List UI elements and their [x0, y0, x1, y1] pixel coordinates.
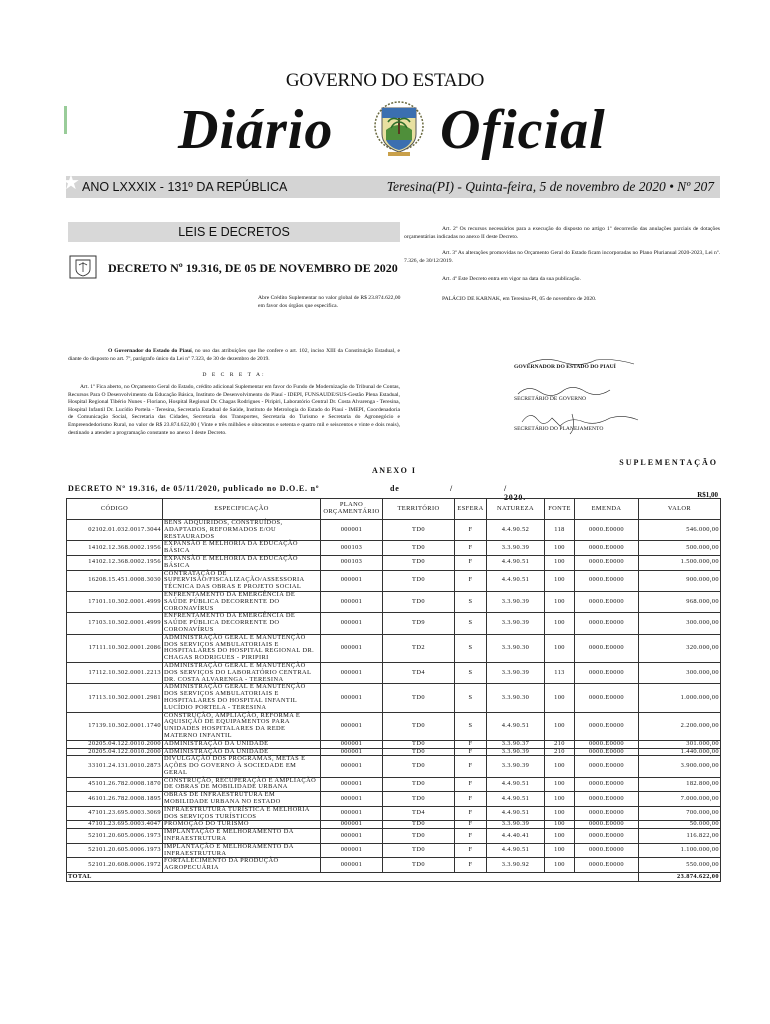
- cell-plan: 000001: [321, 712, 383, 740]
- cell-nature: 3.3.90.30: [487, 634, 545, 662]
- cell-amendment: 0000.E0000: [575, 520, 639, 541]
- cell-source: 100: [545, 843, 575, 858]
- cell-sphere: S: [455, 634, 487, 662]
- cell-specification: ADMINISTRAÇÃO DA UNIDADE: [163, 748, 321, 756]
- cell-sphere: S: [455, 591, 487, 612]
- cell-territory: TD0: [383, 740, 455, 748]
- cell-plan: 000001: [321, 591, 383, 612]
- cell-sphere: F: [455, 806, 487, 821]
- table-row: [67, 777, 721, 792]
- cell-value: 116.822,00: [639, 829, 721, 844]
- cell-specification: ENFRENTAMENTO DA EMERGÊNCIA DE SAÚDE PÚBLICA DECORRENTE DO CORONAVÍRUS: [163, 591, 321, 612]
- annex-line-d: / 2020.: [504, 484, 526, 502]
- col-header: FONTE: [545, 499, 575, 520]
- table-row: [67, 740, 721, 748]
- cell-amendment: 0000.E0000: [575, 541, 639, 556]
- cell-plan: 000001: [321, 821, 383, 829]
- cell-specification: FORTALECIMENTO DA PRODUÇÃO AGROPECUÁRIA: [163, 858, 321, 873]
- cell-code: 52101.20.605.0006.1973: [67, 829, 163, 844]
- cell-plan: 000001: [321, 634, 383, 662]
- table-total-row: [67, 873, 721, 882]
- col-header: PLANO ORÇAMENTÁRIO: [321, 499, 383, 520]
- cell-sphere: F: [455, 756, 487, 777]
- cell-territory: TD0: [383, 520, 455, 541]
- cell-territory: TD0: [383, 858, 455, 873]
- cell-amendment: 0000.E0000: [575, 740, 639, 748]
- cell-source: 100: [545, 634, 575, 662]
- cell-specification: PROMOÇÃO DO TURISMO: [163, 821, 321, 829]
- cell-sphere: S: [455, 684, 487, 712]
- cell-specification: EXPANSÃO E MELHORIA DA EDUCAÇÃO BÁSICA: [163, 541, 321, 556]
- cell-sphere: F: [455, 777, 487, 792]
- cell-code: 17111.10.302.0001.2086: [67, 634, 163, 662]
- cell-nature: 3.3.90.39: [487, 613, 545, 634]
- cell-nature: 4.4.90.51: [487, 555, 545, 570]
- table-row: [67, 555, 721, 570]
- cell-nature: 4.4.40.41: [487, 829, 545, 844]
- cell-nature: 3.3.90.39: [487, 591, 545, 612]
- cell-code: 17101.10.302.0001.4999: [67, 591, 163, 612]
- cell-value: 968.000,00: [639, 591, 721, 612]
- cell-source: 210: [545, 740, 575, 748]
- table-row: [67, 613, 721, 634]
- cell-code: 17112.10.302.0001.2213: [67, 662, 163, 683]
- masthead-title-right: Oficial: [440, 99, 606, 161]
- cell-amendment: 0000.E0000: [575, 829, 639, 844]
- cell-code: 14102.12.368.0002.1956: [67, 541, 163, 556]
- decree-heading: DECRETO Nº 19.316, DE 05 DE NOVEMBRO DE 2020: [108, 261, 398, 275]
- cell-nature: 4.4.90.51: [487, 570, 545, 591]
- cell-plan: 000001: [321, 684, 383, 712]
- cell-amendment: 0000.E0000: [575, 591, 639, 612]
- cell-value: 3.900.000,00: [639, 756, 721, 777]
- cell-amendment: 0000.E0000: [575, 570, 639, 591]
- cell-code: 46101.26.782.0008.1895: [67, 792, 163, 807]
- cell-source: 100: [545, 555, 575, 570]
- cell-value: 1.000.000,00: [639, 684, 721, 712]
- cell-sphere: F: [455, 748, 487, 756]
- annex-type: SUPLEMENTAÇÃO: [619, 458, 718, 467]
- cell-plan: 000001: [321, 748, 383, 756]
- cell-plan: 000001: [321, 843, 383, 858]
- cell-amendment: 0000.E0000: [575, 555, 639, 570]
- cell-code: 52101.20.605.0006.1973: [67, 843, 163, 858]
- table-row: [67, 570, 721, 591]
- cell-nature: 4.4.90.51: [487, 792, 545, 807]
- cell-territory: TD2: [383, 634, 455, 662]
- col-header: ESFERA: [455, 499, 487, 520]
- cell-amendment: 0000.E0000: [575, 684, 639, 712]
- cell-code: 20205.04.122.0010.2000: [67, 748, 163, 756]
- cell-code: 17103.10.302.0001.4999: [67, 613, 163, 634]
- cell-source: 100: [545, 541, 575, 556]
- cell-specification: ADMINISTRAÇÃO GERAL E MANUTENÇÃO DOS SERVIÇOS AMBULATORIAIS E HOSPITALARES DO HOSPITAL REGIONAL DR. CHAGAS RODRIGUES - PIRIPIRI: [163, 634, 321, 662]
- annex-unit: R$1,00: [697, 491, 718, 499]
- cell-territory: TD0: [383, 792, 455, 807]
- annex-title: ANEXO I: [372, 466, 417, 475]
- cell-value: 320.000,00: [639, 634, 721, 662]
- decree-art1: Art. 1º Fica aberto, no Orçamento Geral do Estado, crédito adicional Suplementar em favor do Fundo de Modernização do Tribunal de Contas, Recursos Para O Desenvolvimento da Educação Básica, Instituto de Desenvolvimento do Piauí - IDEPI, FUNSAUDE/SUS-Gestão Plena Estadual, Hospital Regional Tibério Nunes - Floriano, Hospital Regional Dr. Chagas Rodrigues - Piripiri, Laboratório Central Dr. Costa Alvarenga - Teresina, Hospital Infantil Dr. Lucídio Portela - Teresina, Secretaria Estadual de Saúde, Instituto de Metrologia do Estado do Piauí - IMEPI, Coordenadoria de Comunicação Social, Secretaria das Cidades, Secretaria dos Transportes, Secretaria do Turismo e Secretaria do Agronegócio e Empreendedorismo Rural, no valor de R$ 23.874.622,00 ( Vinte e três milhões e oitocentos e setenta e quatro mil e seiscentos e vinte e dois reais), destinado a atender a programação constante no anexo I deste Decreto.: [68, 384, 400, 436]
- cell-source: 210: [545, 748, 575, 756]
- cell-nature: 3.3.90.39: [487, 662, 545, 683]
- cell-territory: TD0: [383, 684, 455, 712]
- cell-specification: ENFRENTAMENTO DA EMERGÊNCIA DE SAÚDE PÚBLICA DECORRENTE DO CORONAVÍRUS: [163, 613, 321, 634]
- cell-nature: 3.3.90.37: [487, 740, 545, 748]
- cell-nature: 4.4.90.52: [487, 520, 545, 541]
- cell-territory: TD0: [383, 756, 455, 777]
- cell-value: 7.000.000,00: [639, 792, 721, 807]
- annex-line-b: de: [390, 484, 400, 493]
- total-label: TOTAL: [67, 873, 639, 882]
- cell-specification: ADMINISTRAÇÃO GERAL E MANUTENÇÃO DOS SERVIÇOS DO LABORATÓRIO CENTRAL DR. COSTA ALVARENGA - TERESINA: [163, 662, 321, 683]
- cell-plan: 000103: [321, 541, 383, 556]
- cell-value: 2.200.000,00: [639, 712, 721, 740]
- cell-nature: 4.4.90.51: [487, 777, 545, 792]
- cell-nature: 4.4.90.51: [487, 712, 545, 740]
- decree-art4: Art. 4º Este Decreto entra em vigor na data da sua publicação.: [442, 276, 581, 282]
- cell-territory: TD0: [383, 829, 455, 844]
- signature-governor: GOVERNADOR DO ESTADO DO PIAUÍ: [514, 364, 616, 370]
- cell-nature: 4.4.90.51: [487, 843, 545, 858]
- cell-territory: TD4: [383, 806, 455, 821]
- cell-territory: TD0: [383, 555, 455, 570]
- decree-ementa: Abre Crédito Suplementar no valor global de R$ 23.874.622,00 em favor dos órgãos que especifica.: [258, 295, 401, 309]
- cell-source: 100: [545, 613, 575, 634]
- decree-art2: Art. 2º Os recursos necessários para a execução do disposto no artigo 1º decorrerão das anulações parciais de dotações orçamentárias indicadas no anexo II deste Decreto.: [404, 226, 720, 240]
- cell-plan: 000001: [321, 792, 383, 807]
- cell-value: 300.000,00: [639, 662, 721, 683]
- cell-specification: IMPLANTAÇÃO E MELHORAMENTO DA INFRAESTRUTURA: [163, 829, 321, 844]
- cell-amendment: 0000.E0000: [575, 756, 639, 777]
- cell-source: 100: [545, 777, 575, 792]
- cell-nature: 3.3.90.92: [487, 858, 545, 873]
- cell-amendment: 0000.E0000: [575, 792, 639, 807]
- col-header: VALOR: [639, 499, 721, 520]
- cell-nature: 3.3.90.39: [487, 756, 545, 777]
- cell-plan: 000001: [321, 570, 383, 591]
- cell-source: 100: [545, 829, 575, 844]
- cell-code: 16208.15.451.0008.3030: [67, 570, 163, 591]
- decree-decreta: D E C R E T A:: [202, 372, 266, 378]
- cell-plan: 000001: [321, 858, 383, 873]
- cell-sphere: F: [455, 858, 487, 873]
- table-row: [67, 520, 721, 541]
- cell-amendment: 0000.E0000: [575, 821, 639, 829]
- table-row: [67, 806, 721, 821]
- cell-source: 113: [545, 662, 575, 683]
- cell-code: 47101.23.695.0003.4047: [67, 821, 163, 829]
- cell-sphere: F: [455, 843, 487, 858]
- cell-source: 100: [545, 684, 575, 712]
- cell-specification: CONTRATAÇÃO DE SUPERVISÃO/FISCALIZAÇÃO/ASSESSORIA TÉCNICA DAS OBRAS E PROJETO SOCIAL: [163, 570, 321, 591]
- cell-amendment: 0000.E0000: [575, 806, 639, 821]
- cell-specification: BENS ADQUIRIDOS, CONSTRUÍDOS, ADAPTADOS, REFORMADOS E/OU RESTAURADOS: [163, 520, 321, 541]
- cell-value: 900.000,00: [639, 570, 721, 591]
- cell-value: 1.500.000,00: [639, 555, 721, 570]
- cell-value: 500.000,00: [639, 541, 721, 556]
- cell-value: 300.000,00: [639, 613, 721, 634]
- supplementation-table: [66, 498, 721, 882]
- cell-source: 100: [545, 570, 575, 591]
- cell-value: 50.000,00: [639, 821, 721, 829]
- cell-plan: 000001: [321, 662, 383, 683]
- signature-secretary-government: SECRETÁRIO DE GOVERNO: [514, 396, 587, 402]
- decree-preamble: [68, 348, 400, 363]
- cell-plan: 000001: [321, 756, 383, 777]
- annex-line-a: DECRETO Nº 19.316, de 05/11/2020, publicado no D.O.E. nº: [68, 484, 320, 493]
- cell-territory: TD4: [383, 662, 455, 683]
- section-heading: LEIS E DECRETOS: [68, 222, 400, 242]
- cell-territory: TD0: [383, 541, 455, 556]
- cell-source: 100: [545, 858, 575, 873]
- col-header: TERRITÓRIO: [383, 499, 455, 520]
- cell-sphere: F: [455, 740, 487, 748]
- col-header: CÓDIGO: [67, 499, 163, 520]
- cell-sphere: F: [455, 829, 487, 844]
- cell-code: 45101.26.782.0008.1870: [67, 777, 163, 792]
- cell-sphere: F: [455, 570, 487, 591]
- signature-secretary-planning: SECRETÁRIO DO PLANEJAMENTO: [514, 426, 604, 432]
- cell-value: 546.000,00: [639, 520, 721, 541]
- cell-sphere: F: [455, 792, 487, 807]
- cell-specification: EXPANSÃO E MELHORIA DA EDUCAÇÃO BÁSICA: [163, 555, 321, 570]
- cell-source: 100: [545, 792, 575, 807]
- cell-territory: TD9: [383, 613, 455, 634]
- cell-territory: TD0: [383, 777, 455, 792]
- table-row: [67, 541, 721, 556]
- cell-specification: IMPLANTAÇÃO E MELHORAMENTO DA INFRAESTRUTURA: [163, 843, 321, 858]
- cell-source: 118: [545, 520, 575, 541]
- table-row: [67, 591, 721, 612]
- cell-code: 33101.24.131.0010.2873: [67, 756, 163, 777]
- cell-amendment: 0000.E0000: [575, 748, 639, 756]
- cell-sphere: F: [455, 821, 487, 829]
- cell-plan: 000103: [321, 555, 383, 570]
- cell-sphere: S: [455, 662, 487, 683]
- cell-code: 14102.12.368.0002.1956: [67, 555, 163, 570]
- cell-nature: 3.3.90.39: [487, 821, 545, 829]
- cell-nature: 3.3.90.39: [487, 541, 545, 556]
- cell-specification: INFRAESTRUTURA TURÍSTICA E MELHORIA DOS SERVIÇOS TURÍSTICOS: [163, 806, 321, 821]
- decree-palace: PALÁCIO DE KARNAK, em Teresina-PI, 05 de novembro de 2020.: [442, 296, 597, 302]
- cell-code: 17113.10.302.0001.2981: [67, 684, 163, 712]
- cell-value: 1.440.000,00: [639, 748, 721, 756]
- state-crest-icon: [372, 100, 426, 158]
- cell-source: 100: [545, 591, 575, 612]
- table-row: [67, 634, 721, 662]
- masthead-accent-bar: [64, 106, 67, 134]
- cell-code: 02102.01.032.0017.3044: [67, 520, 163, 541]
- cell-nature: 3.3.90.30: [487, 684, 545, 712]
- cell-sphere: F: [455, 555, 487, 570]
- preamble-text: , no uso das atribuições que lhe confere o art. 102, inciso XIII da Constituição Estadual, e diante do disposto no art. 7º, parágrafo único da Lei nº 7.323, de 30 de dezembro de 2019.: [68, 348, 400, 362]
- cell-territory: TD0: [383, 591, 455, 612]
- table-row: [67, 829, 721, 844]
- cell-value: 550.000,00: [639, 858, 721, 873]
- cell-amendment: 0000.E0000: [575, 662, 639, 683]
- cell-code: 17139.10.302.0001.1740: [67, 712, 163, 740]
- edition-label: ANO LXXXIX - 131º DA REPÚBLICA: [82, 180, 288, 194]
- cell-plan: 000001: [321, 740, 383, 748]
- cell-amendment: 0000.E0000: [575, 777, 639, 792]
- cell-amendment: 0000.E0000: [575, 634, 639, 662]
- cell-code: 52101.20.608.0006.1972: [67, 858, 163, 873]
- preamble-bold: O Governador do Estado do Piauí: [108, 348, 192, 354]
- cell-sphere: S: [455, 613, 487, 634]
- cell-source: 100: [545, 756, 575, 777]
- cell-plan: 000001: [321, 613, 383, 634]
- table-row: [67, 662, 721, 683]
- cell-plan: 000001: [321, 829, 383, 844]
- table-row: [67, 858, 721, 873]
- cell-amendment: 0000.E0000: [575, 712, 639, 740]
- cell-plan: 000001: [321, 520, 383, 541]
- table-row: [67, 792, 721, 807]
- cell-sphere: S: [455, 712, 487, 740]
- cell-value: 1.100.000,00: [639, 843, 721, 858]
- cell-source: 100: [545, 712, 575, 740]
- cell-nature: 3.3.90.39: [487, 748, 545, 756]
- cell-nature: 4.4.90.51: [487, 806, 545, 821]
- table-row: [67, 843, 721, 858]
- cell-plan: 000001: [321, 777, 383, 792]
- cell-value: 700.000,00: [639, 806, 721, 821]
- cell-sphere: F: [455, 541, 487, 556]
- col-header: ESPECIFICAÇÃO: [163, 499, 321, 520]
- cell-amendment: 0000.E0000: [575, 843, 639, 858]
- cell-amendment: 0000.E0000: [575, 858, 639, 873]
- cell-source: 100: [545, 806, 575, 821]
- cell-specification: OBRAS DE INFRAESTRUTURA EM MOBILIDADE URBANA NO ESTADO: [163, 792, 321, 807]
- cell-specification: ADMINISTRAÇÃO GERAL E MANUTENÇÃO DOS SERVIÇOS AMBULATORIAIS E HOSPITALARES DO HOSPITAL INFANTIL LUCÍDIO PORTELA - TERESINA: [163, 684, 321, 712]
- cell-specification: CONSTRUÇÃO, AMPLIAÇÃO, REFORMA E AQUISIÇÃO DE EQUIPAMENTOS PARA UNIDADES HOSPITALARES DA REDE MATERNO INFANTIL: [163, 712, 321, 740]
- col-header: NATUREZA: [487, 499, 545, 520]
- cell-value: 182.800,00: [639, 777, 721, 792]
- cell-territory: TD0: [383, 843, 455, 858]
- decree-art3: Art. 3º As alterações promovidas no Orçamento Geral do Estado ficam incorporadas no Plano Plurianual 2020-2023, Lei nº. 7.326, de 30/12/2019.: [404, 250, 720, 264]
- table-header-row: [67, 499, 721, 520]
- table-row: [67, 712, 721, 740]
- annex-line-c: /: [450, 484, 454, 493]
- cell-plan: 000001: [321, 806, 383, 821]
- table-body: [67, 520, 721, 873]
- masthead-government: GOVERNO DO ESTADO: [285, 70, 485, 91]
- cell-code: 47101.23.695.0003.3069: [67, 806, 163, 821]
- cell-value: 301.000,00: [639, 740, 721, 748]
- masthead-title-left: Diário: [178, 99, 334, 161]
- total-value: 23.874.622,00: [639, 873, 721, 882]
- table-row: [67, 684, 721, 712]
- cell-territory: TD0: [383, 570, 455, 591]
- cell-code: 20205.04.122.0010.2000: [67, 740, 163, 748]
- star-icon: ★: [62, 170, 80, 194]
- cell-territory: TD0: [383, 748, 455, 756]
- cell-source: 100: [545, 821, 575, 829]
- cell-specification: ADMINISTRAÇÃO DA UNIDADE: [163, 740, 321, 748]
- col-header: EMENDA: [575, 499, 639, 520]
- cell-amendment: 0000.E0000: [575, 613, 639, 634]
- cell-territory: TD0: [383, 821, 455, 829]
- state-seal-icon: [68, 254, 98, 280]
- table-row: [67, 756, 721, 777]
- cell-specification: DIVULGAÇÃO DOS PROGRAMAS, METAS E AÇÕES DO GOVERNO À SOCIEDADE EM GERAL: [163, 756, 321, 777]
- cell-specification: CONSTRUÇÃO, RECUPERAÇÃO E AMPLIAÇÃO DE OBRAS DE MOBILIDADE URBANA: [163, 777, 321, 792]
- dateline: Teresina(PI) - Quinta-feira, 5 de novembro de 2020 • Nº 207: [386, 179, 714, 194]
- cell-sphere: F: [455, 520, 487, 541]
- cell-territory: TD0: [383, 712, 455, 740]
